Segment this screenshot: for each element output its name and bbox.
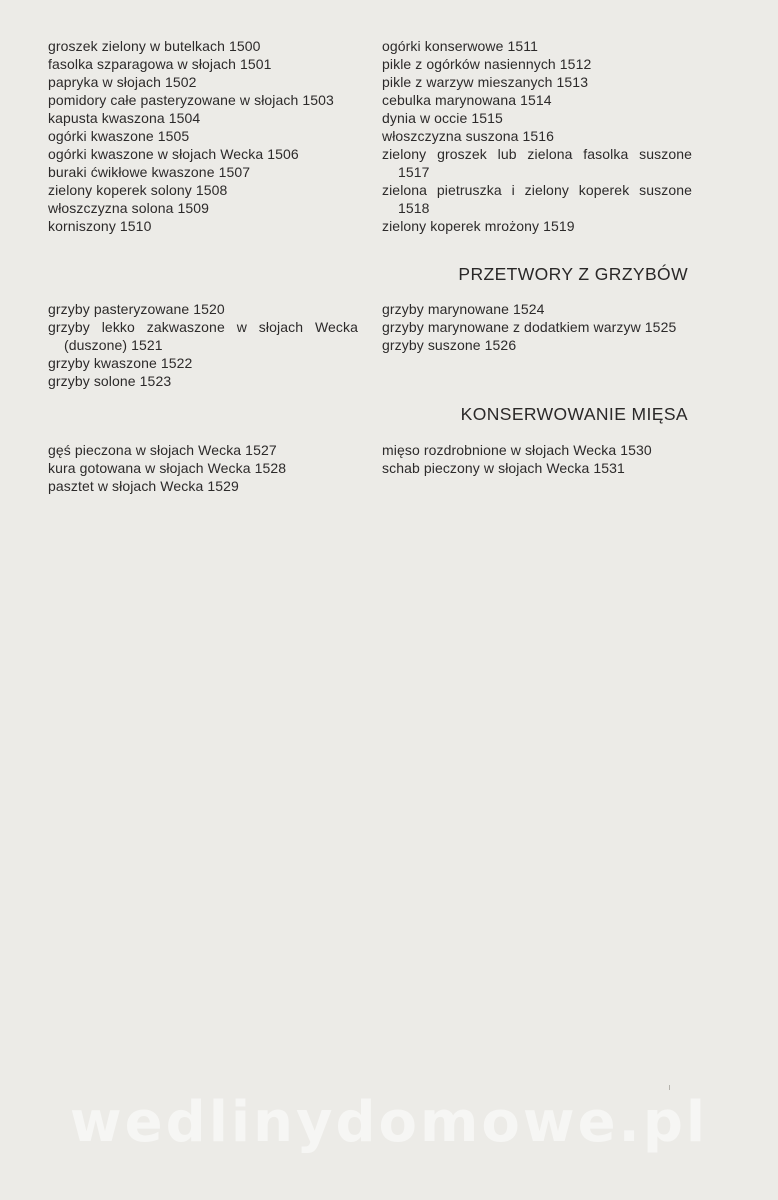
index-entry: kapusta kwaszona 1504 [48, 110, 201, 126]
meat-preserving-heading: KONSERWOWANIE MIĘSA [460, 404, 688, 424]
index-entry: buraki ćwikłowe kwaszone 1507 [48, 164, 251, 180]
index-entry: kura gotowana w słojach Wecka 1528 [48, 460, 287, 476]
meat-right-column [382, 441, 692, 477]
index-entry: papryka w słojach 1502 [48, 74, 197, 90]
index-entry: pikle z warzyw mieszanych 1513 [382, 74, 589, 90]
index-entry: zielony koperek solony 1508 [48, 182, 228, 198]
index-entry: korniszony 1510 [48, 218, 152, 234]
index-entry: grzyby marynowane 1524 [382, 301, 545, 317]
index-entry: zielona pietruszka i zielony koperek suszone 1518 [382, 182, 692, 216]
watermark: wedlinydomowe.pl [69, 1090, 709, 1155]
index-entry: grzyby suszone 1526 [382, 337, 517, 353]
mushroom-right-column [382, 300, 692, 354]
index-entry: mięso rozdrobnione w słojach Wecka 1530 [382, 442, 652, 458]
index-entry: groszek zielony w butelkach 1500 [48, 38, 261, 54]
index-entry: pomidory całe pasteryzowane w słojach 1503 [48, 92, 334, 108]
meat-left-column [48, 441, 358, 495]
mushroom-left-column [48, 300, 358, 390]
index-entry: zielony koperek mrożony 1519 [382, 218, 575, 234]
index-entry: grzyby pasteryzowane 1520 [48, 301, 225, 317]
index-entry: gęś pieczona w słojach Wecka 1527 [48, 442, 277, 458]
vegetables-right-column [382, 37, 692, 235]
index-entry: włoszczyzna solona 1509 [48, 200, 210, 216]
index-entry: grzyby lekko zakwaszone w słojach Wecka (duszone) 1521 [48, 319, 358, 353]
index-entry: ogórki kwaszone 1505 [48, 128, 190, 144]
index-entry: zielony groszek lub zielona fasolka suszone 1517 [382, 146, 692, 180]
index-entry: pasztet w słojach Wecka 1529 [48, 478, 239, 494]
index-entry: ogórki konserwowe 1511 [382, 38, 539, 54]
index-entry: fasolka szparagowa w słojach 1501 [48, 56, 272, 72]
index-entry: schab pieczony w słojach Wecka 1531 [382, 460, 625, 476]
index-entry: włoszczyzna suszona 1516 [382, 128, 555, 144]
mushroom-preserves-heading: PRZETWORY Z GRZYBÓW [458, 264, 688, 284]
index-entry: ogórki kwaszone w słojach Wecka 1506 [48, 146, 299, 162]
index-entry: grzyby kwaszone 1522 [48, 355, 193, 371]
vegetables-left-column [48, 37, 358, 235]
index-entry: grzyby marynowane z dodatkiem warzyw 1525 [382, 319, 677, 335]
index-entry: grzyby solone 1523 [48, 373, 172, 389]
index-entry: dynia w occie 1515 [382, 110, 503, 126]
index-entry: cebulka marynowana 1514 [382, 92, 552, 108]
index-entry: pikle z ogórków nasiennych 1512 [382, 56, 592, 72]
